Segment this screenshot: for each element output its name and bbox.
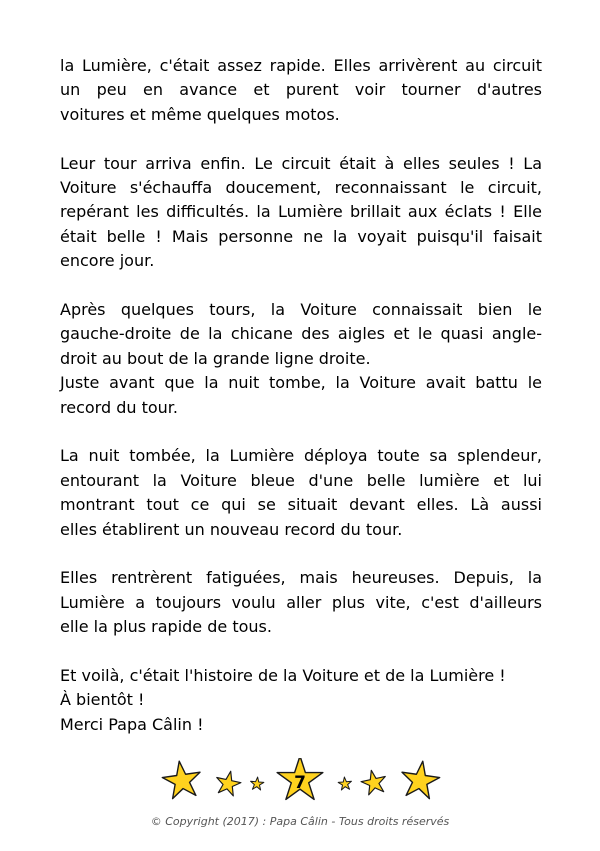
- paragraph-5: [60, 566, 542, 639]
- star-icon: [250, 776, 264, 790]
- text-line: voitures et même quelques motos.: [60, 104, 340, 124]
- text-line: Et voilà, c'était l'histoire de la Voiture et de la Lumière !: [60, 666, 506, 686]
- text-line: encore jour.: [60, 251, 155, 271]
- copyright-notice: © Copyright (2017) : Papa Câlin - Tous droits réservés: [150, 815, 450, 828]
- star-icon: [214, 769, 243, 797]
- text-line: entourant la Voiture bleue d'une belle lumière et lui: [60, 470, 542, 490]
- text-line: la Lumière, c'était assez rapide. Elles arrivèrent au circuit: [60, 56, 542, 75]
- text-line: record du tour.: [60, 397, 178, 417]
- text-line: Lumière a toujours voulu aller plus vite, c'est d'ailleurs: [60, 592, 542, 612]
- text-line: La nuit tombée, la Lumière déploya toute sa splendeur,: [60, 446, 542, 466]
- paragraph-4: [60, 444, 542, 542]
- text-line: droit au bout de la grande ligne droite.: [60, 348, 371, 368]
- text-line: Elles rentrèrent fatiguées, mais heureuses. Depuis, la: [60, 568, 542, 588]
- text-line: elles établirent un nouveau record du tour.: [60, 519, 403, 539]
- text-line: était belle ! Mais personne ne la voyait puisqu'il faisait: [60, 226, 542, 246]
- text-line: Leur tour arriva enfin. Le circuit était à elles seules ! La: [60, 153, 542, 173]
- text-line: repérant les difficultés. la Lumière brillait aux éclats ! Elle: [60, 202, 542, 222]
- paragraph-6: [60, 664, 542, 737]
- page-number: 7: [294, 773, 306, 793]
- star-icon: [160, 759, 203, 800]
- text-line: elle la plus rapide de tous.: [60, 617, 272, 637]
- text-line: Juste avant que la nuit tombe, la Voiture avait battu le: [60, 373, 542, 393]
- text-line: gauche-droite de la chicane des aigles et le quasi angle-: [60, 324, 542, 344]
- paragraph-3: [60, 298, 542, 420]
- text-line: Voiture s'échauffa doucement, reconnaissant le circuit,: [60, 178, 542, 198]
- text-line: Merci Papa Câlin !: [60, 714, 204, 734]
- paragraph-2: [60, 152, 542, 274]
- text-line: montrant tout ce qui se situait devant elles. Là aussi: [60, 495, 542, 515]
- text-line: un peu en avance et purent voir tourner d'autres: [60, 80, 542, 100]
- star-icon: [399, 759, 442, 800]
- story-text: [60, 54, 542, 737]
- star-icon: [359, 768, 388, 796]
- text-line: À bientôt !: [60, 690, 145, 710]
- paragraph-1: [60, 54, 542, 127]
- star-icon: [338, 776, 352, 790]
- text-line: Après quelques tours, la Voiture connaissait bien le: [60, 300, 542, 320]
- star-decoration: [0, 758, 600, 808]
